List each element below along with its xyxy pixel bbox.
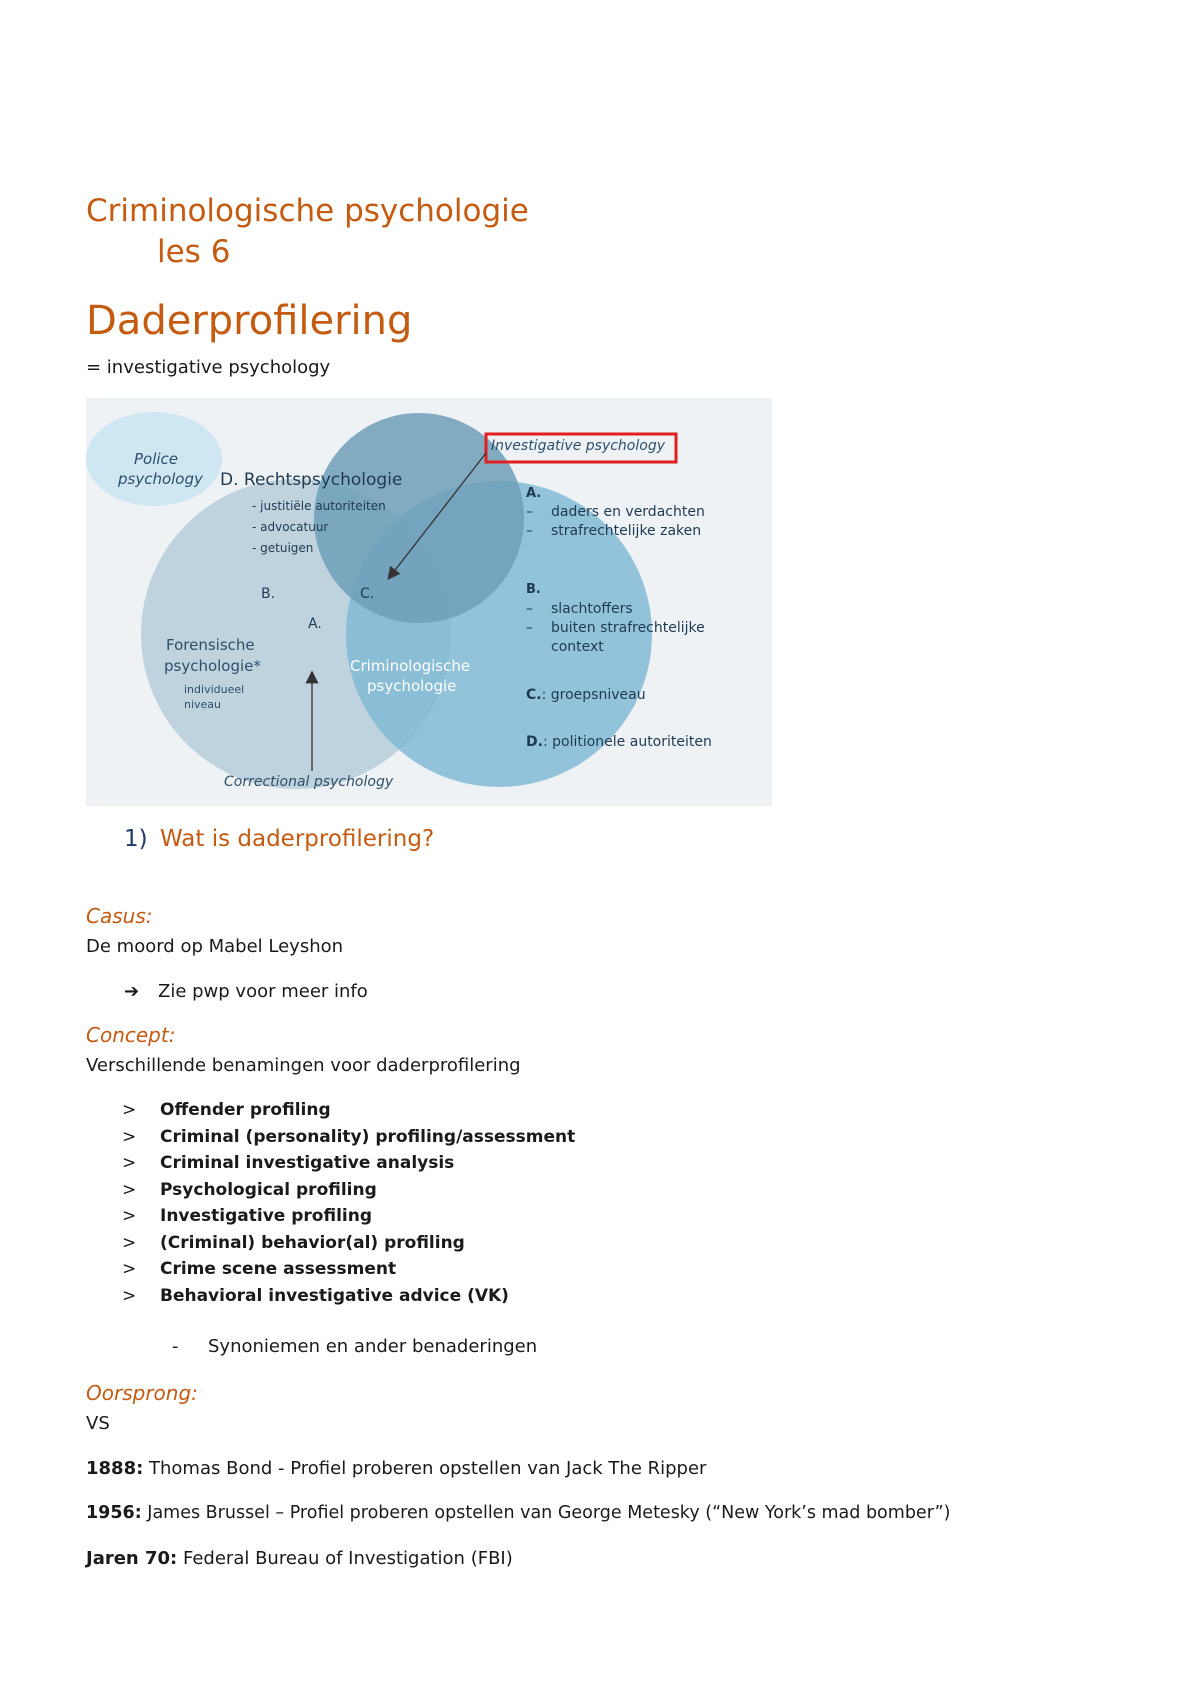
casus-text: De moord op Mabel Leyshon (86, 936, 344, 957)
course-title: Criminologische psychologie (86, 193, 529, 229)
list-item: > Psychological profiling (122, 1179, 377, 1200)
list-item: > Investigative profiling (122, 1206, 372, 1227)
forensic-label-3: individueel (184, 683, 245, 696)
subheading: = investigative psychology (86, 357, 331, 378)
legend-c-text: : groepsniveau (541, 687, 646, 703)
timeline-entry-70s: Jaren 70: Federal Bureau of Investigation (FBI) (86, 1548, 513, 1569)
bullet-mark: > (122, 1259, 137, 1280)
venn-diagram-figure (86, 398, 772, 806)
list-item: > Offender profiling (122, 1100, 331, 1121)
bullet-mark: > (122, 1100, 137, 1121)
lesson-label: les 6 (157, 234, 231, 270)
forensic-label-4: niveau (184, 698, 222, 711)
bullet-mark: > (122, 1179, 137, 1200)
legend-d (526, 734, 712, 750)
rechts-item-2: - advocatuur (252, 520, 329, 534)
legend-b-item-2: buiten strafrechtelijke (551, 620, 705, 636)
legend-c-key: C. (526, 687, 542, 703)
legend-b-title: B. (526, 582, 541, 597)
legend-b-dash-1: – (526, 601, 533, 617)
list-item: > Behavioral investigative advice (VK) (122, 1285, 509, 1306)
casus-arrow-text: Zie pwp voor meer info (158, 981, 368, 1002)
list-item: > (Criminal) behavior(al) profiling (122, 1232, 465, 1253)
timeline-entry-1956: 1956: James Brussel – Profiel proberen opstellen van George Metesky (“New York’s mad bomber”) (86, 1503, 951, 1523)
dash-text: Synoniemen en ander benaderingen (208, 1336, 538, 1357)
main-heading: Daderprofilering (86, 298, 413, 344)
profiling-names-list (122, 1097, 575, 1309)
region-a-label: A. (308, 616, 322, 632)
bullet-mark: > (122, 1285, 137, 1306)
arrow-right-icon: ➔ (124, 981, 140, 1002)
list-item: > Criminal (personality) profiling/assessment (122, 1126, 576, 1147)
legend-a-item-2: strafrechtelijke zaken (551, 523, 702, 539)
police-label-1: Police (134, 450, 179, 468)
section-number: 1) (124, 826, 148, 852)
legend-a-dash-1: – (526, 504, 533, 520)
police-label-2: psychology (118, 470, 203, 488)
legend-b-item-3: context (551, 639, 604, 655)
oorsprong-region: VS (86, 1413, 110, 1434)
forensic-label-2: psychologie* (164, 657, 261, 675)
legend-c (526, 687, 646, 703)
section-title: Wat is daderprofilering? (160, 826, 435, 852)
list-item: > Crime scene assessment (122, 1259, 397, 1280)
legend-b-dash-2: – (526, 620, 533, 636)
legend-a-title: A. (526, 486, 542, 501)
forensic-label-1: Forensische (166, 636, 255, 654)
list-item: > Criminal investigative analysis (122, 1153, 455, 1174)
region-b-label: B. (261, 586, 276, 602)
correctional-label: Correctional psychology (224, 774, 394, 790)
legend-d-text: : politionele autoriteiten (542, 734, 712, 750)
concept-text: Verschillende benamingen voor daderprofilering (86, 1055, 521, 1076)
bullet-mark: > (122, 1206, 137, 1227)
legend-b-item-1: slachtoffers (551, 601, 633, 617)
investigative-label: Investigative psychology (491, 438, 665, 454)
legend-a-item-1: daders en verdachten (551, 504, 705, 520)
dash-mark: - (172, 1336, 179, 1357)
timeline-entry-1888: 1888: Thomas Bond - Profiel proberen opstellen van Jack The Ripper (86, 1458, 707, 1479)
oorsprong-label: Oorsprong: (86, 1381, 198, 1405)
bullet-mark: > (122, 1232, 137, 1253)
bullet-mark: > (122, 1153, 137, 1174)
bullet-mark: > (122, 1126, 137, 1147)
rechts-item-3: - getuigen (252, 541, 314, 555)
crim-label-2: psychologie (367, 677, 457, 695)
casus-label: Casus: (86, 904, 153, 928)
legend-d-key: D. (526, 734, 543, 750)
rechts-item-1: - justitiële autoriteiten (252, 499, 386, 513)
crim-label-1: Criminologische (350, 657, 471, 675)
legend-a-dash-2: – (526, 523, 533, 539)
region-c-label: C. (360, 586, 375, 602)
rechtspsychologie-title: D. Rechtspsychologie (220, 470, 403, 490)
concept-label: Concept: (86, 1023, 176, 1047)
